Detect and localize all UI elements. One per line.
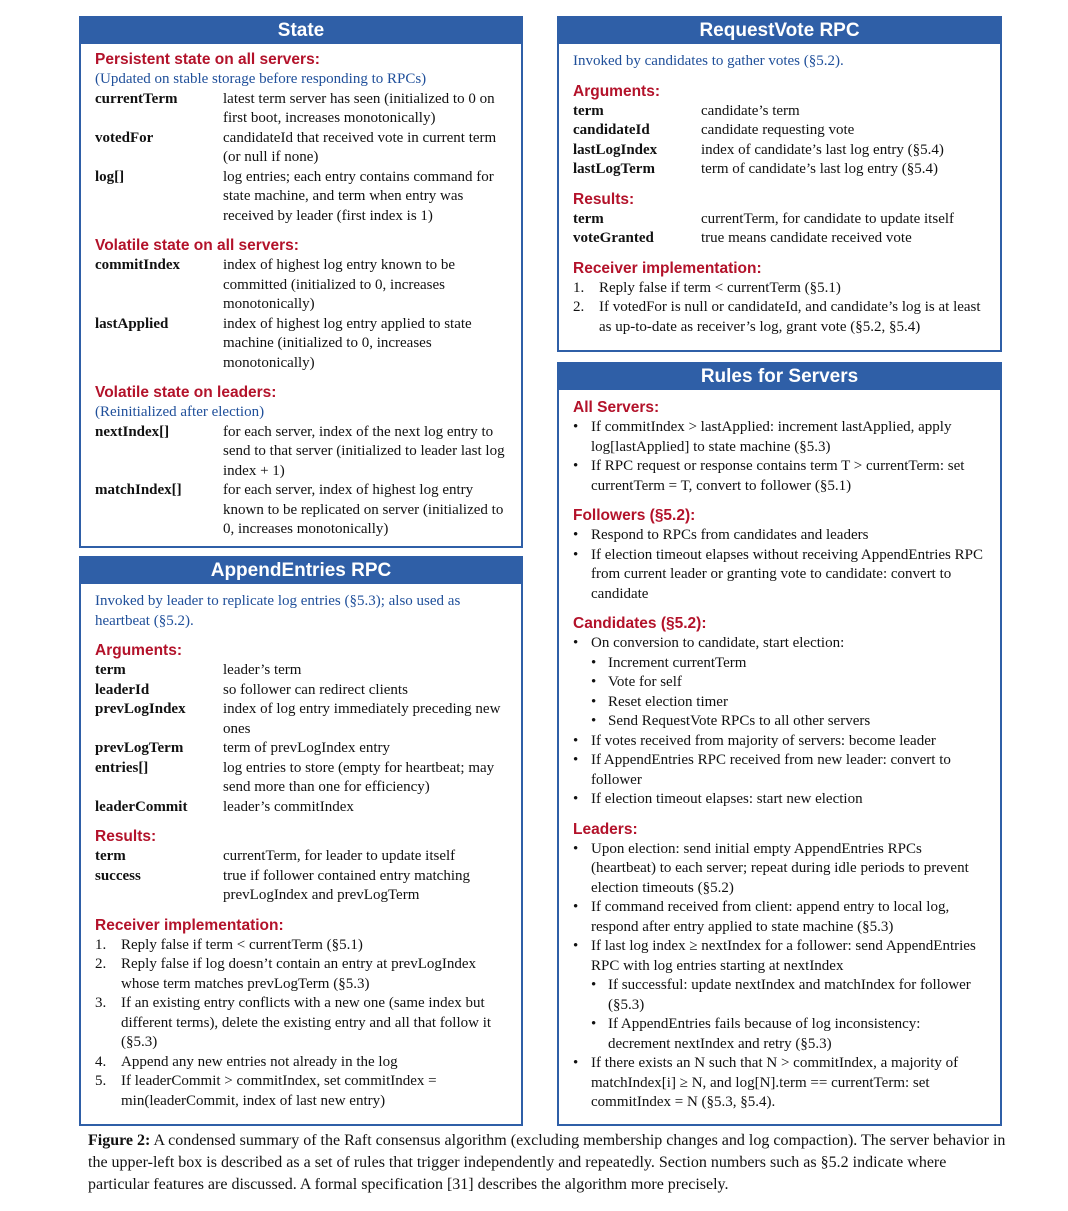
- field-name: entries[]: [95, 759, 149, 776]
- persistent-state-rows: [95, 90, 507, 227]
- bullet-icon: •: [573, 840, 579, 857]
- bullet-icon: •: [573, 791, 579, 807]
- field-description: index of log entry immediately preceding new ones: [223, 701, 501, 737]
- bullet-icon: •: [573, 527, 579, 543]
- state-title: State: [81, 18, 521, 44]
- volatile-all-rows: [95, 256, 507, 373]
- field-description: for each server, index of the next log entry to send to that server (initialized to leader last log index + 1): [223, 423, 505, 479]
- figure-caption-text: A condensed summary of the Raft consensus algorithm (excluding membership changes and log compaction). The server behavior in the upper-left box is described as a set of rules that trigger independently and repeatedly. Section numbers such as §5.2 indicate where particular features are discussed. A formal specification [31] describes the algorithm more precisely.: [88, 1132, 1006, 1193]
- list-text: If command received from client: append entry to local log, respond after entry applied to state machine (§5.3): [591, 899, 950, 935]
- list-item: [573, 457, 986, 496]
- all-servers-title: All Servers:: [573, 399, 660, 416]
- list-item: [591, 712, 986, 732]
- field-description: candidateId that received vote in current term (or null if none): [223, 129, 497, 165]
- field-description: for each server, index of highest log entry known to be replicated on server (initialized to 0, increases monotonically): [223, 482, 504, 537]
- list-number: 2.: [573, 299, 585, 315]
- rules-title: Rules for Servers: [559, 364, 1000, 390]
- list-item: [95, 1072, 507, 1111]
- field-row: [95, 847, 507, 867]
- field-name: leaderId: [95, 681, 150, 698]
- appendentries-results-title: Results:: [95, 828, 157, 845]
- field-description: index of candidate’s last log entry (§5.4): [701, 141, 944, 158]
- requestvote-results-title: Results:: [573, 190, 635, 208]
- field-name: lastLogTerm: [573, 161, 655, 177]
- bullet-icon: •: [573, 419, 579, 435]
- field-name: term: [95, 848, 126, 864]
- list-text: If an existing entry conflicts with a new one (same index but different terms), delete the existing entry and all that follow it (§5.3): [121, 995, 492, 1050]
- field-description: candidate’s term: [701, 102, 800, 119]
- field-row: [95, 256, 507, 315]
- list-text: Vote for self: [608, 674, 682, 690]
- requestvote-impl-list: [573, 279, 986, 338]
- list-text: If last log index ≥ nextIndex for a follower: send AppendEntries RPC with log entries starting at nextIndex: [591, 938, 976, 974]
- list-text: Reply false if term < currentTerm (§5.1): [599, 279, 841, 296]
- candidates-sub-list: [573, 654, 986, 732]
- field-row: [573, 121, 986, 141]
- bullet-icon: •: [573, 752, 579, 768]
- candidates-first-item: On conversion to candidate, start election:: [591, 635, 845, 651]
- list-item: • On conversion to candidate, start election:: [573, 634, 986, 654]
- followers-title: Followers (§5.2):: [573, 507, 696, 524]
- field-name: nextIndex[]: [95, 423, 170, 440]
- field-description: true if follower contained entry matching prevLogIndex and prevLogTerm: [223, 867, 470, 903]
- list-item: [591, 1015, 986, 1054]
- requestvote-args: [573, 102, 986, 180]
- list-item: [95, 1053, 507, 1073]
- list-text: If RPC request or response contains term T > currentTerm: set currentTerm = T, convert to follower (§5.1): [591, 458, 965, 494]
- list-text: Reply false if log doesn’t contain an entry at prevLogIndex whose term matches prevLogTerm (§5.3): [121, 956, 477, 992]
- bullet-icon: •: [591, 654, 597, 671]
- figure-caption: [88, 1130, 1008, 1196]
- field-row: [95, 661, 507, 681]
- persistent-state-title: Persistent state on all servers:: [95, 51, 320, 68]
- field-name: commitIndex: [95, 257, 180, 273]
- field-name: voteGranted: [573, 230, 654, 246]
- list-text: If there exists an N such that N > commitIndex, a majority of matchIndex[i] ≥ N, and log[N].term == currentTerm: set commitIndex = N (§5.3, §5.4).: [591, 1055, 959, 1110]
- list-number: 4.: [95, 1053, 107, 1070]
- field-name: lastLogIndex: [573, 141, 658, 158]
- field-name: currentTerm: [95, 90, 178, 107]
- bullet-icon: •: [591, 1016, 597, 1032]
- field-name: lastApplied: [95, 315, 169, 332]
- appendentries-impl-list: [95, 936, 507, 1112]
- field-description: index of highest log entry applied to state machine (initialized to 0, increases monotonically): [223, 315, 472, 371]
- list-number: 3.: [95, 995, 107, 1011]
- field-description: so follower can redirect clients: [223, 681, 408, 698]
- list-text: If election timeout elapses: start new election: [591, 791, 863, 807]
- all-servers-list: [573, 418, 986, 496]
- list-item: [591, 673, 986, 693]
- requestvote-args-title: Arguments:: [573, 82, 660, 100]
- field-row: [95, 759, 507, 798]
- list-item: [573, 1054, 986, 1113]
- state-box: [79, 16, 523, 548]
- list-text: If AppendEntries RPC received from new leader: convert to follower: [591, 752, 951, 788]
- list-text: If successful: update nextIndex and matchIndex for follower (§5.3): [608, 977, 971, 1013]
- bullet-icon: •: [573, 546, 579, 563]
- field-name: term: [573, 210, 604, 227]
- bullet-icon: •: [591, 693, 597, 710]
- field-description: index of highest log entry known to be committed (initialized to 0, increases monotonically): [223, 257, 456, 312]
- leaders-list-a: [573, 840, 986, 977]
- list-item: [573, 751, 986, 790]
- field-row: [95, 867, 507, 906]
- volatile-leaders-title: Volatile state on leaders:: [95, 384, 277, 401]
- list-text: Reset election timer: [608, 693, 728, 710]
- field-row: [573, 160, 986, 180]
- leaders-title: Leaders:: [573, 820, 638, 838]
- field-description: currentTerm, for candidate to update itself: [701, 210, 955, 227]
- list-text: If votedFor is null or candidateId, and candidate’s log is at least as up-to-date as receiver’s log, grant vote (§5.2, §5.4): [599, 299, 981, 335]
- field-row: [573, 229, 986, 249]
- rules-box: [557, 362, 1002, 1126]
- list-number: 2.: [95, 956, 107, 972]
- persistent-state-note: (Updated on stable storage before responding to RPCs): [95, 71, 427, 87]
- field-row: [573, 210, 986, 230]
- field-name: log[]: [95, 168, 125, 185]
- list-item: [573, 732, 986, 752]
- field-row: [95, 481, 507, 540]
- requestvote-title: RequestVote RPC: [559, 18, 1000, 44]
- list-text: Upon election: send initial empty AppendEntries RPCs (heartbeat) to each server; repeat during idle periods to prevent election timeouts (§5.2): [591, 840, 969, 896]
- field-description: term of candidate’s last log entry (§5.4): [701, 161, 939, 177]
- list-item: [573, 526, 986, 546]
- candidates-rest-list: [573, 732, 986, 810]
- bullet-icon: •: [573, 938, 579, 954]
- field-description: log entries to store (empty for heartbeat; may send more than one for efficiency): [223, 759, 495, 795]
- list-item: [573, 937, 986, 976]
- list-text: If election timeout elapses without receiving AppendEntries RPC from current leader or granting vote to candidate: convert to candidate: [591, 546, 983, 602]
- list-item: [591, 976, 986, 1015]
- field-name: leaderCommit: [95, 798, 188, 815]
- field-name: candidateId: [573, 122, 650, 138]
- field-name: term: [573, 102, 604, 119]
- appendentries-title: AppendEntries RPC: [81, 558, 521, 584]
- appendentries-args: [95, 661, 507, 817]
- list-item: [573, 298, 986, 337]
- field-name: votedFor: [95, 129, 154, 146]
- appendentries-box: [79, 556, 523, 1126]
- field-description: latest term server has seen (initialized to 0 on first boot, increases monotonically): [223, 90, 495, 126]
- field-row: [95, 423, 507, 482]
- field-name: term: [95, 662, 126, 678]
- list-text: Append any new entries not already in the log: [121, 1053, 398, 1070]
- field-row: [95, 129, 507, 168]
- field-row: [95, 90, 507, 129]
- field-row: [573, 102, 986, 122]
- field-name: prevLogIndex: [95, 701, 186, 717]
- field-row: [95, 700, 507, 739]
- list-item: [573, 840, 986, 899]
- appendentries-intro: Invoked by leader to replicate log entries (§5.3); also used as heartbeat (§5.2).: [95, 593, 461, 629]
- field-name: prevLogTerm: [95, 740, 184, 756]
- list-text: If leaderCommit > commitIndex, set commitIndex = min(leaderCommit, index of last new entry): [121, 1073, 437, 1109]
- list-text: Reply false if term < currentTerm (§5.1): [121, 936, 363, 953]
- bullet-icon: •: [591, 713, 597, 729]
- list-text: If commitIndex > lastApplied: increment lastApplied, apply log[lastApplied] to state machine (§5.3): [591, 419, 952, 455]
- bullet-icon: •: [573, 899, 579, 915]
- field-description: leader’s commitIndex: [223, 798, 354, 815]
- list-item: [95, 955, 507, 994]
- field-row: [95, 739, 507, 759]
- bullet-icon: •: [573, 732, 579, 749]
- appendentries-impl-title: Receiver implementation:: [95, 916, 284, 934]
- appendentries-results: [95, 847, 507, 906]
- requestvote-intro: Invoked by candidates to gather votes (§5.2).: [573, 53, 844, 69]
- list-item: [573, 418, 986, 457]
- appendentries-args-title: Arguments:: [95, 642, 182, 659]
- bullet-icon: •: [573, 458, 579, 474]
- list-text: If votes received from majority of servers: become leader: [591, 732, 936, 749]
- list-item: [591, 693, 986, 713]
- list-text: Respond to RPCs from candidates and leaders: [591, 527, 869, 543]
- requestvote-results: [573, 210, 986, 249]
- volatile-leaders-note: (Reinitialized after election): [95, 404, 265, 420]
- list-text: Increment currentTerm: [608, 654, 747, 671]
- list-number: 5.: [95, 1073, 107, 1089]
- field-row: [573, 141, 986, 161]
- candidates-title: Candidates (§5.2):: [573, 615, 707, 632]
- list-item: [573, 279, 986, 299]
- field-description: log entries; each entry contains command for state machine, and term when entry was received by leader (first index is 1): [223, 168, 494, 224]
- field-row: [95, 798, 507, 818]
- field-row: [95, 315, 507, 374]
- list-number: 1.: [573, 279, 585, 296]
- requestvote-impl-title: Receiver implementation:: [573, 259, 762, 277]
- bullet-icon: •: [591, 977, 597, 993]
- field-name: success: [95, 867, 141, 884]
- list-text: If AppendEntries fails because of log inconsistency: decrement nextIndex and retry (§5.3): [608, 1016, 921, 1052]
- bullet-icon: •: [591, 674, 597, 690]
- field-description: true means candidate received vote: [701, 230, 912, 246]
- followers-list: [573, 526, 986, 604]
- list-item: [95, 936, 507, 956]
- field-description: candidate requesting vote: [701, 122, 855, 138]
- list-item: [95, 994, 507, 1053]
- list-text: Send RequestVote RPCs to all other servers: [608, 713, 871, 729]
- list-item: [573, 898, 986, 937]
- field-description: term of prevLogIndex entry: [223, 740, 391, 756]
- list-number: 1.: [95, 936, 107, 953]
- leaders-sub-list: [573, 976, 986, 1054]
- field-description: leader’s term: [223, 662, 302, 678]
- list-item: [573, 790, 986, 810]
- list-item: [573, 546, 986, 605]
- field-description: currentTerm, for leader to update itself: [223, 848, 456, 864]
- figure-label: Figure 2:: [88, 1132, 151, 1149]
- volatile-leaders-rows: [95, 423, 507, 540]
- field-row: [95, 168, 507, 227]
- list-item: [591, 654, 986, 674]
- field-row: [95, 681, 507, 701]
- field-name: matchIndex[]: [95, 482, 182, 498]
- volatile-all-title: Volatile state on all servers:: [95, 237, 299, 254]
- bullet-icon: •: [573, 1055, 579, 1071]
- requestvote-box: [557, 16, 1002, 352]
- leaders-list-b: [573, 1054, 986, 1113]
